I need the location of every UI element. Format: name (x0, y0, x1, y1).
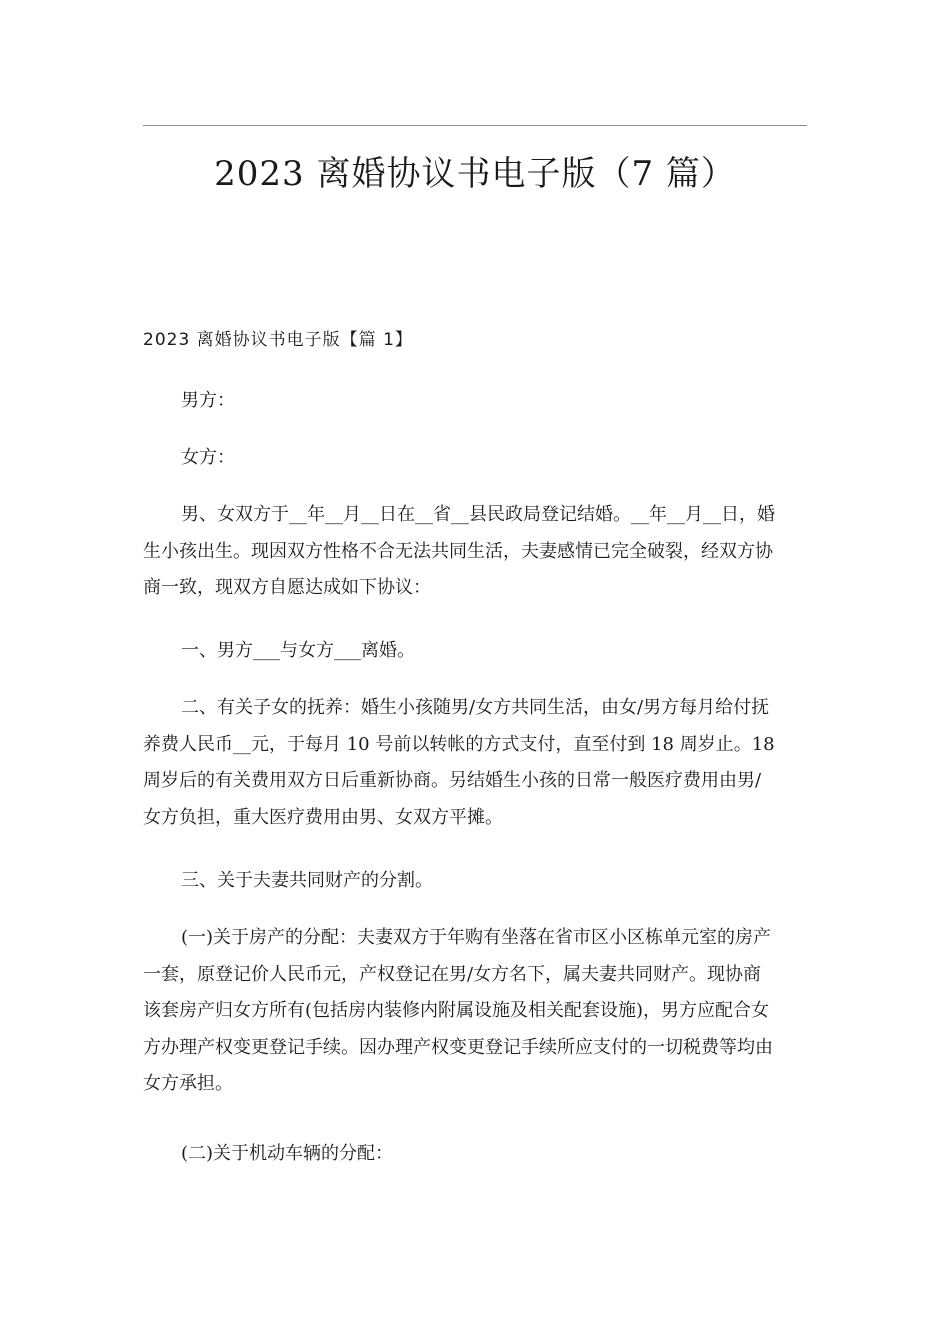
title-top-rule (143, 125, 807, 126)
paragraph-line: 一、男方___与女方___离婚。 (181, 640, 415, 661)
paragraph-clause-two (143, 690, 813, 836)
paragraph-line: 养费人民币__元，于每月 10 号前以转帐的方式支付，直至付到 18 周岁止。18 (143, 733, 775, 755)
paragraph-vehicle-subclause (143, 1136, 813, 1173)
paragraph-line: 三、关于夫妻共同财产的分割。 (181, 870, 433, 891)
section-heading: 2023 离婚协议书电子版【篇 1】 (143, 330, 413, 350)
paragraph-property-subclause (143, 920, 813, 1103)
paragraph-line: 男方： (181, 390, 235, 411)
paragraph-line: 男、女双方于__年__月__日在__省__县民政局登记结婚。__年__月__日，婚 (181, 504, 775, 525)
paragraph-line: 女方负担，重大医疗费用由男、女双方平摊。 (143, 806, 503, 828)
paragraph-line: (一)关于房产的分配：夫妻双方于年购有坐落在省市区小区栋单元室的房产 (181, 927, 772, 948)
paragraph-line: 方办理产权变更登记手续。因办理产权变更登记手续所应支付的一切税费等均由 (143, 1036, 773, 1058)
paragraph-clause-three (143, 863, 813, 900)
paragraph-line: 一套，原登记价人民币元，产权登记在男/女方名下，属夫妻共同财产。现协商 (143, 963, 762, 985)
paragraph-line: 周岁后的有关费用双方日后重新协商。另结婚生小孩的日常一般医疗费用由男/ (143, 770, 762, 792)
paragraph-female-party (143, 440, 813, 477)
paragraph-line: 商一致，现双方自愿达成如下协议： (143, 577, 431, 599)
paragraph-line: 生小孩出生。现因双方性格不合无法共同生活，夫妻感情已完全破裂，经双方协 (143, 540, 773, 562)
paragraph-line: (二)关于机动车辆的分配： (181, 1143, 394, 1164)
paragraph-clause-one (143, 633, 813, 670)
paragraph-line: 二、有关子女的抚养：婚生小孩随男/女方共同生活，由女/男方每月给付抚 (181, 697, 770, 718)
document-title: 2023 离婚协议书电子版（7 篇） (214, 154, 736, 194)
paragraph-male-party (143, 383, 813, 420)
paragraph-background (143, 497, 813, 607)
paragraph-line: 女方承担。 (143, 1073, 233, 1095)
paragraph-line: 女方： (181, 447, 235, 468)
paragraph-line: 该套房产归女方所有(包括房内装修内附属设施及相关配套设施)，男方应配合女 (143, 1000, 770, 1022)
